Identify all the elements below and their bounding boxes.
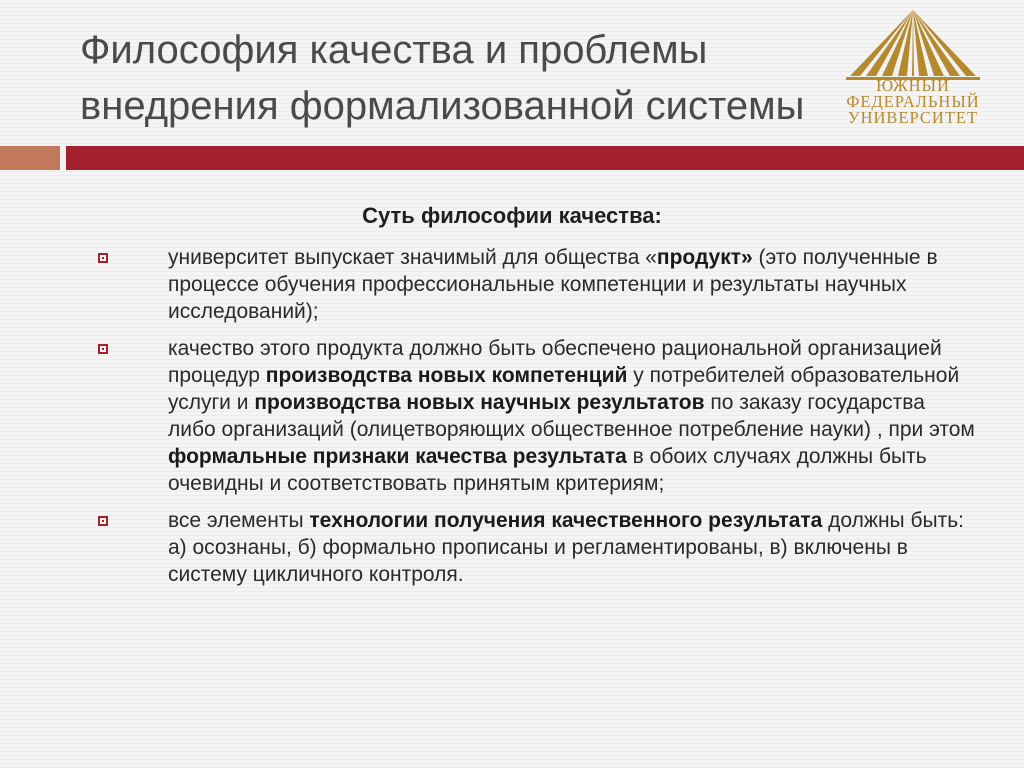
bullet-text: все элементы [168,509,310,532]
university-logo [808,8,1018,130]
bullet-list [96,244,976,598]
bullet-text: качество этого продукта должно быть обеспечено рациональной организацией процедур [168,337,942,387]
bullet-emphasis: формальные признаки качества результата [168,445,627,468]
square-bullet-icon [98,344,108,354]
header-accent-bar-left [0,146,60,170]
slide-title [80,22,840,134]
bullet-emphasis: производства новых компетенций [265,364,628,387]
bullet-text: в обоих случаях должны быть очевидны и соответствовать принятым критериям; [168,445,927,495]
logo-text-line-1: ЮЖНЫЙ [876,76,950,95]
slide-title-line-1: Философия качества и проблемы [80,28,708,72]
logo-wordmark [808,78,1018,126]
bullet-text: (это полученные в процессе обучения профессиональные компетенции и результаты научных исследований); [168,246,938,323]
bullet-item-1 [96,244,976,325]
bullet-text: по заказу государства либо организаций (олицетворяющих общественное потребление науки) , при этом [168,391,975,441]
logo-text-line-3: УНИВЕРСИТЕТ [847,108,979,127]
slide-title-line-2: внедрения формализованной системы [80,84,805,128]
bullet-text: должны быть: а) осознаны, б) формально прописаны и регламентированы, в) включены в систему цикличного контроля. [168,509,964,586]
bullet-emphasis: производства новых научных результатов [254,391,705,414]
logo-text-line-2: ФЕДЕРАЛЬНЫЙ [846,92,980,111]
square-bullet-icon [98,516,108,526]
section-heading: Суть философии качества: [362,203,662,228]
header-accent-bar [66,146,1024,170]
bullet-text: у потребителей образовательной услуги и [168,364,960,414]
bullet-text: университет выпускает значимый для общества « [168,246,657,269]
bullet-item-2 [96,335,976,497]
bullet-item-3 [96,507,976,588]
bullet-emphasis: технологии получения качественного результата [309,509,823,532]
bullet-emphasis: продукт» [656,246,753,269]
square-bullet-icon [98,253,108,263]
